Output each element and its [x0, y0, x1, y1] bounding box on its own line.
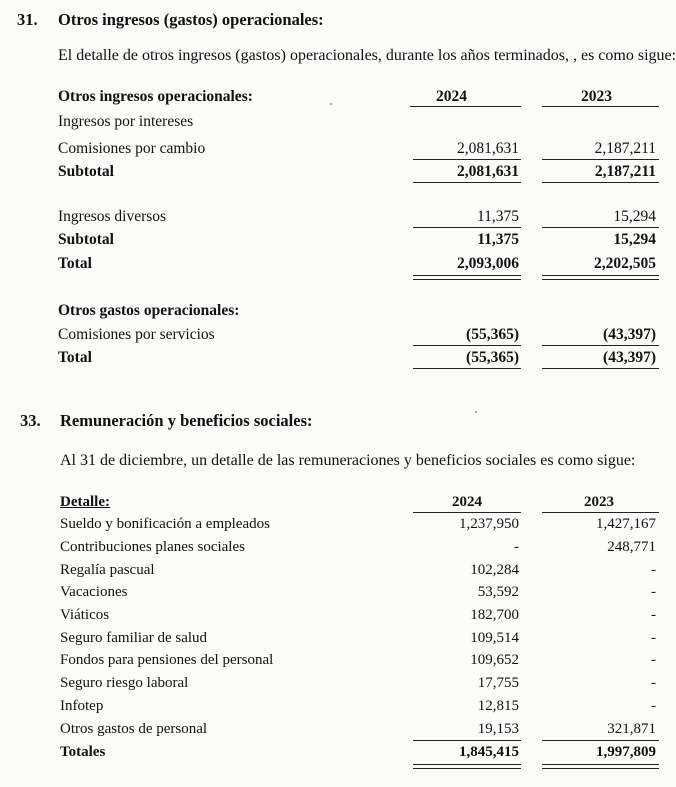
table-row-label: Ingresos diversos [58, 208, 167, 225]
subtotal-2024: 11,375 [477, 231, 519, 248]
table-cell-2023: 1,427,167 [596, 516, 656, 532]
scan-speck [330, 103, 332, 105]
note33-title: Remuneración y beneficios sociales: [60, 411, 313, 430]
total-label: Total [58, 255, 92, 272]
subtotal-2024: 2,081,631 [457, 163, 519, 180]
table-row-label: Otros gastos de personal [60, 721, 208, 737]
table-cell-2023: - [651, 607, 656, 623]
rule [542, 345, 659, 346]
rule [542, 182, 659, 183]
table-cell-2023: - [651, 562, 656, 578]
detail-header: Detalle: [60, 494, 110, 510]
total-2023: 2,202,505 [594, 255, 656, 272]
scan-speck [475, 411, 477, 413]
expense-header: Otros gastos operacionales: [58, 302, 240, 319]
table-cell-2024: 19,153 [477, 721, 519, 737]
note31-title: Otros ingresos (gastos) operacionales: [58, 10, 324, 29]
income-header: Otros ingresos operacionales: [58, 88, 253, 105]
table-row-label: Infotep [60, 698, 104, 714]
table-cell-2024: 109,514 [470, 630, 519, 646]
table-cell-2023: 321,871 [607, 721, 656, 737]
year-2023-header: 2023 [584, 494, 614, 510]
note31-number: 31. [17, 10, 38, 29]
rule [413, 227, 521, 228]
double-rule [542, 275, 659, 280]
rule [413, 182, 521, 183]
table-row-label: Fondos para pensiones del personal [60, 652, 274, 668]
subtotal-2023: 2,187,211 [594, 163, 656, 180]
table-cell-2024: 102,284 [470, 562, 519, 578]
table-cell-2024: 109,652 [470, 652, 519, 668]
rule [542, 227, 659, 228]
table-cell-2024: 12,815 [477, 698, 519, 714]
total-2024: (55,365) [466, 349, 519, 366]
table-cell-2024: 182,700 [470, 607, 519, 623]
total-2023: (43,397) [603, 349, 656, 366]
table-cell-2023: 248,771 [607, 539, 656, 555]
table-row-label: Seguro familiar de salud [60, 630, 208, 646]
rule [413, 345, 521, 346]
table-cell-2023: (43,397) [603, 326, 656, 343]
table-cell-2024: - [514, 539, 519, 555]
rule [542, 159, 659, 160]
table-row-label: Viáticos [60, 607, 110, 623]
table-row-label: Vacaciones [60, 584, 128, 600]
year-2023-header: 2023 [581, 88, 612, 105]
table-cell-2023: - [651, 698, 656, 714]
table-cell-2023: - [651, 584, 656, 600]
double-rule [413, 275, 521, 280]
subtotal-2023: 15,294 [613, 231, 656, 248]
year-2024-header: 2024 [452, 494, 482, 510]
note31-intro: El detalle de otros ingresos (gastos) operacionales, durante los años terminados, , es como sigue: [58, 47, 676, 64]
total-label: Total [58, 349, 92, 366]
rule [413, 368, 521, 369]
table-cell-2024: (55,365) [466, 326, 519, 343]
year-2024-header: 2024 [436, 88, 467, 105]
table-cell-2024: 1,237,950 [459, 516, 519, 532]
double-rule [542, 764, 659, 769]
year-2023-underline [542, 512, 659, 513]
year-2024-underline [413, 512, 521, 513]
totals-2023: 1,997,809 [596, 744, 656, 760]
table-row-label: Contribuciones planes sociales [60, 539, 245, 555]
table-cell-2023: - [651, 675, 656, 691]
table-cell-2024: 17,755 [477, 675, 519, 691]
double-rule [413, 764, 521, 769]
rule [542, 740, 659, 741]
year-2023-underline [542, 106, 659, 107]
totals-label: Totales [60, 744, 106, 760]
table-cell-2023: 15,294 [613, 208, 656, 225]
table-cell-2024: 53,592 [477, 584, 519, 600]
rule [542, 368, 659, 369]
total-2024: 2,093,006 [457, 255, 519, 272]
table-row-label: Regalía pascual [60, 562, 155, 578]
totals-2024: 1,845,415 [459, 744, 519, 760]
table-cell-2023: - [651, 652, 656, 668]
table-cell-2023: - [651, 630, 656, 646]
rule [413, 740, 521, 741]
table-cell-2023: 2,187,211 [594, 140, 656, 157]
subtotal-label: Subtotal [58, 163, 114, 180]
table-cell-2024: 2,081,631 [457, 140, 519, 157]
year-2024-underline [410, 106, 521, 107]
table-row-label: Seguro riesgo laboral [60, 675, 189, 691]
table-row-label: Comisiones por servicios [58, 326, 215, 343]
table-row-label: Sueldo y bonificación a empleados [60, 516, 270, 532]
note33-intro: Al 31 de diciembre, un detalle de las remuneraciones y beneficios sociales es como sigue: [60, 452, 636, 469]
table-row-label: Comisiones por cambio [58, 140, 206, 157]
note33-number: 33. [20, 411, 41, 430]
table-row-label: Ingresos por intereses [58, 113, 194, 130]
rule [413, 159, 521, 160]
subtotal-label: Subtotal [58, 231, 114, 248]
table-cell-2024: 11,375 [476, 208, 519, 225]
